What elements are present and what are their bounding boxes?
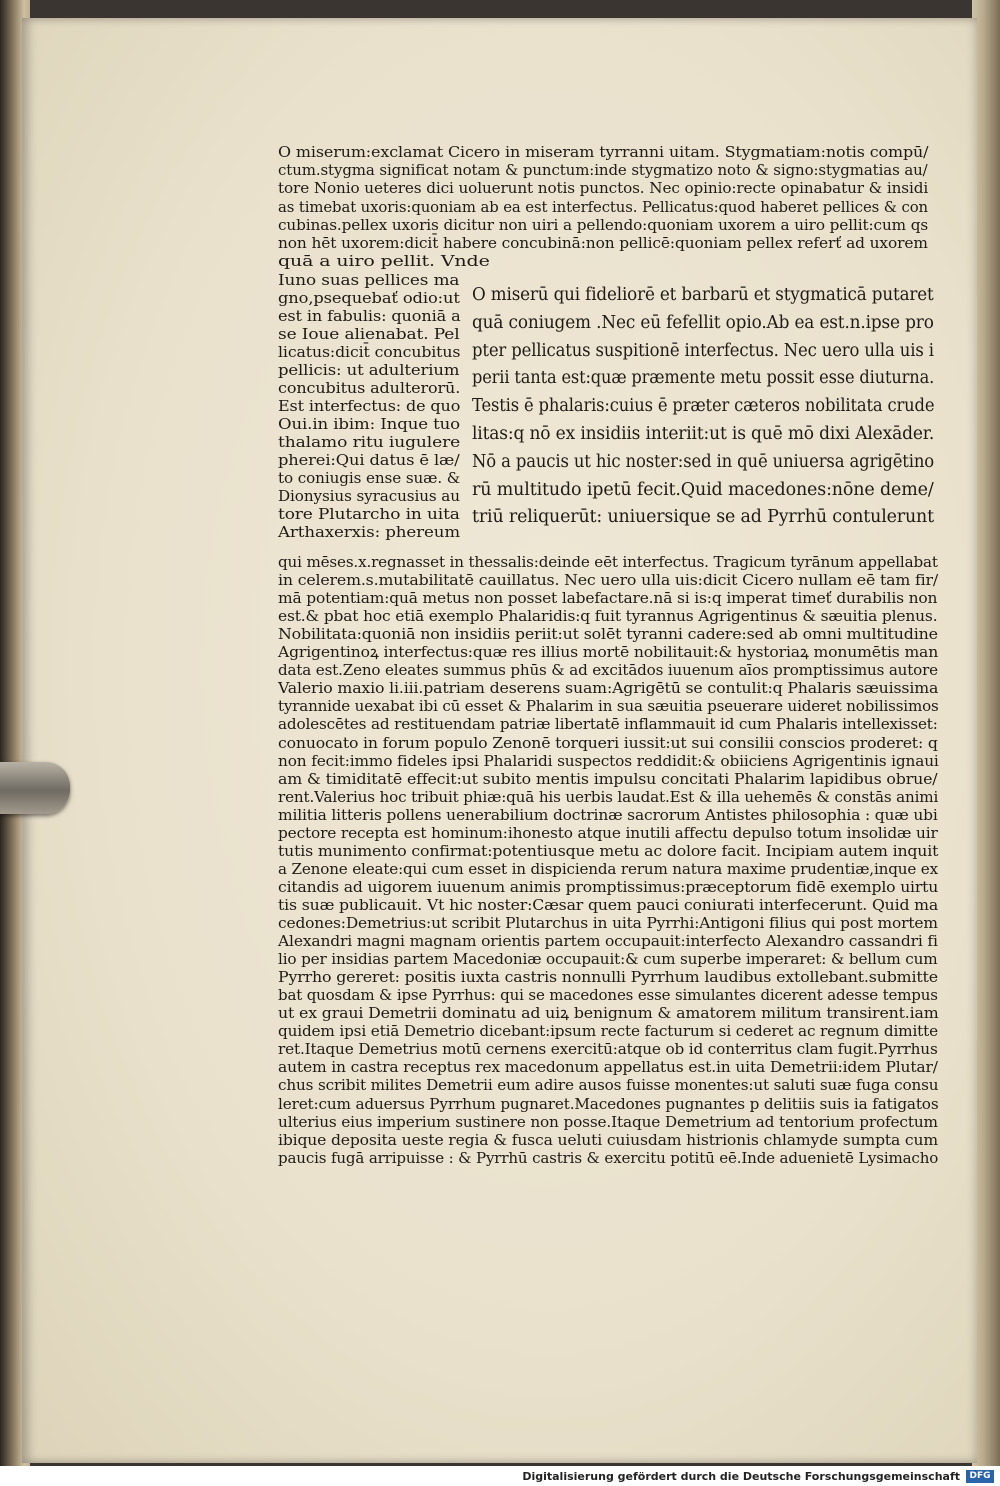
main-text-line: litas:q nō ex insidiis interiit:ut is quē mō dixi Alexāder. bbox=[472, 423, 935, 444]
commentary-line: leret:cum aduersus Pyrrhum pugnaret.Macedones pugnantes p delitiis suis ia fatigatos bbox=[278, 1094, 939, 1113]
commentary-line: ut ex graui Demetrii dominatu ad uiꝝ benignum & amatorem militum transirent.iam bbox=[278, 1004, 939, 1023]
commentary-line: Agrigentinoꝝ interfectus:quæ res illius mortē nobilitauit:& hystoriaꝝ monumētis man bbox=[278, 643, 939, 662]
side-commentary-line: licatus:dicit̄ concubitus bbox=[278, 343, 461, 361]
commentary-line: as timebat uxoris:quoniam ab ea est interfectus. Pellicatus:quod haberet pellices & con bbox=[278, 197, 929, 216]
commentary-line: Pyrrho gereret: positis iuxta castris nonnulli Pyrrhum laudibus extollebant.submitte bbox=[278, 968, 938, 987]
main-text-line: perii tanta est:quæ præmente metu possit esse diuturna. bbox=[472, 367, 935, 389]
commentary-line: quidem ipsi etiā Demetrio dicebant:ipsum recte facturum si cederet ac regnum dimitte bbox=[278, 1022, 938, 1041]
commentary-line: in celerem.s.mutabilitatē cauillatus. Nec uero ulla uis:dicit Cicero nullam eē tam fir/ bbox=[278, 571, 939, 590]
commentary-line: ibique deposita ueste regia & fusca ueluti cuiusdam histrionis chlamyde sumpta cum bbox=[278, 1130, 938, 1149]
side-commentary-line: Iuno suas pellices ma bbox=[278, 271, 460, 289]
side-commentary-line: concubitus adulterorū. bbox=[278, 379, 461, 397]
commentary-line: Nobilitata:quoniā non insidiis periit:ut solēt tyranni cadere:sed ab omni multitudine bbox=[278, 625, 938, 644]
commentary-line: chus scribit milites Demetrii eum adire ausos fuisse monentes:ut saluti suæ fuga consu bbox=[278, 1076, 939, 1095]
commentary-line: qui mēses.x.regnasset in thessalis:deinde eēt interfectus. Tragicum tyrānum appellabat bbox=[278, 553, 938, 571]
commentary-line: citandis ad uigorem iuuenum animis promptissimus:præceptorum fidē exemplo uirtu bbox=[278, 877, 939, 896]
side-commentary-line: to coniugis ense suæ. & bbox=[278, 469, 461, 487]
side-commentary-line: thalamo ritu iugulere bbox=[278, 433, 461, 451]
side-commentary-line: est in fabulis: quoniā a bbox=[278, 307, 461, 325]
footer-credit: Digitalisierung gefördert durch die Deutsche Forschungsgemeinschaft bbox=[522, 1470, 960, 1483]
main-text-line: pter pellicatus suspitionē interfectus. Nec uero ulla uis i bbox=[472, 339, 934, 361]
side-commentary-line: Est interfectus: de quo bbox=[278, 397, 461, 415]
main-text-line: triū reliquerūt: uniuersique se ad Pyrrhū contulerunt bbox=[472, 506, 934, 528]
commentary-line: autem in castra receptus rex macedonum appellatus est.in uita Demetrii:idem Plutar/ bbox=[278, 1058, 938, 1077]
commentary-line: lio per insidias partem Macedoniæ occupauit:& cum superbe imperaret: & bellum cum bbox=[278, 950, 938, 969]
side-commentary-line: pellicis: ut adulterium bbox=[278, 361, 460, 379]
side-commentary-line: pherei:Qui datus ē læ/ bbox=[278, 451, 460, 469]
commentary-line: cubinas.pellex uxoris dicitur non uiri a pellendo:quoniam uxorem a uiro pellit:cum qs bbox=[278, 215, 929, 234]
commentary-line: bat quosdam & ipse Pyrrhus: qui se macedones esse simulantes dicerent adesse tempus bbox=[278, 986, 938, 1005]
side-commentary-line: se Ioue alienabat. Pel bbox=[278, 325, 460, 343]
commentary-line: tyrannide uexabat ibi cū esset & Phalarim in sua sæuitia pseuerare uideret nobilissimos bbox=[278, 697, 939, 716]
commentary-line: Valerio maxio li.iii.patriam deserens suam:Agrigētū se contulit:q Phalaris sæuissima bbox=[278, 679, 939, 698]
side-commentary-line: tore Plutarcho in uita bbox=[278, 505, 460, 523]
commentary-line: Alexandri magni magnam orientis partem occupauit:interfecto Alexandro cassandri fi bbox=[278, 932, 938, 951]
commentary-line: quā a uiro pellit. Vnde bbox=[278, 252, 490, 271]
main-text-line: Nō a paucis ut hic noster:sed in quē uniuersa agrigētino bbox=[472, 450, 935, 472]
commentary-line: adolescētes ad restituendam patriæ libertatē inflammauit id cum Phalaris intellexisset: bbox=[278, 715, 938, 734]
commentary-line: non fecit:immo fideles ipsi Phalaridi suspectos reddidit:& obiiciens Agrigentinis ignaui bbox=[278, 751, 939, 770]
side-commentary-line: Arthaxerxis: phereum bbox=[278, 523, 461, 541]
commentary-line: tore Nonio ueteres dici uoluerunt notis punctos. Nec opinio:recte opinabatur & insidi bbox=[278, 179, 929, 198]
commentary-line: tutis munimento confirmat:potentiusque metu ac dolore facit. Incipiam autem inquit bbox=[278, 841, 939, 860]
commentary-line: cedones:Demetrius:ut scribit Plutarchus in uita Pyrrhi:Antigoni filius qui post mortem bbox=[278, 914, 938, 932]
commentary-line: conuocato in forum populo Zenonē torqueri iussit:ut sui consilii conscios proderet: q bbox=[278, 733, 938, 752]
commentary-line: pectore recepta est hominum:ihonesto atque inutili affectu depulso totum insolidæ uir bbox=[278, 823, 938, 842]
side-commentary-line: Oui.in ibim: Inque tuo bbox=[278, 415, 461, 433]
dfg-logo: DFG bbox=[966, 1470, 994, 1483]
commentary-line: rent.Valerius hoc tribuit phiæ:quā his uerbis laudat.Est & illa uehemēs & constās animi bbox=[278, 787, 939, 806]
commentary-line: ulterius eius imperium sustinere non posse.Itaque Demetrium ad tentorium profectum bbox=[278, 1112, 938, 1131]
commentary-line: paucis fugā arripuisse : & Pyrrhū castris & exercitu potitū eē.Inde aduenietē Lysimacho bbox=[278, 1148, 939, 1167]
commentary-line: est.& pbat hoc etiā exemplo Phalaridis:q fuit tyrannus Agrigentinus & sæuitia plenus. bbox=[278, 607, 938, 626]
book-clasp bbox=[0, 762, 70, 814]
commentary-line: tis suæ publicauit. Vt hic noster:Cæsar quem pauci coniurati interfecerunt. Quid ma bbox=[278, 895, 939, 914]
main-text-line: rū multitudo ipetū fecit.Quid macedones:nōne deme/ bbox=[472, 478, 934, 500]
commentary-line: mā potentiam:quā metus non posset labefactare.nā si is:q imperat timeť durabilis non bbox=[278, 589, 938, 608]
commentary-line: non hēt uxorem:dicit̄ habere concubinā:non pellicē:quoniam pellex referť ad uxorem bbox=[278, 234, 928, 252]
main-text-line: Testis ē phalaris:cuius ē præter cæteros nobilitata crude bbox=[472, 395, 935, 417]
commentary-line: am & timiditatē effecit:ut subito mentis impulsu concitati Phalarim lapidibus obrue/ bbox=[278, 769, 938, 788]
side-commentary-line: gno,psequebať odio:ut bbox=[278, 289, 460, 307]
commentary-line: a Zenone eleate:qui cum esset in dispicienda rerum natura maxime prudentiæ,inque ex bbox=[278, 859, 938, 878]
main-text-line: quā coniugem .Nec eū fefellit opio.Ab ea est.n.ipse pro bbox=[472, 311, 934, 333]
commentary-line: militia litteris pollens uenerabilium doctrinæ sacrorum Antistes philosophia : quæ ubi bbox=[278, 805, 938, 824]
commentary-line: O miserum:exclamat Cicero in miseram tyrranni uitam. Stygmatiam:notis compū/ bbox=[278, 143, 929, 161]
commentary-line: ret.Itaque Demetrius motū cernens exercitū:atque ob id conterritus clam fugit.Pyrrhus bbox=[278, 1040, 938, 1059]
side-commentary-line: Dionysius syracusius au bbox=[278, 487, 460, 505]
commentary-line: data est.Zeno eleates summus phūs & ad excitādos iuuenum aīos promptissimus autore bbox=[278, 661, 938, 680]
commentary-line: ctum.stygma significat notam & punctum:inde stygmatizo noto & signo:stygmatias au/ bbox=[278, 161, 928, 180]
footer-bar bbox=[0, 1466, 1000, 1486]
main-text-line: O miserū qui fideliorē et barbarū et stygmaticā putaret bbox=[472, 284, 934, 305]
